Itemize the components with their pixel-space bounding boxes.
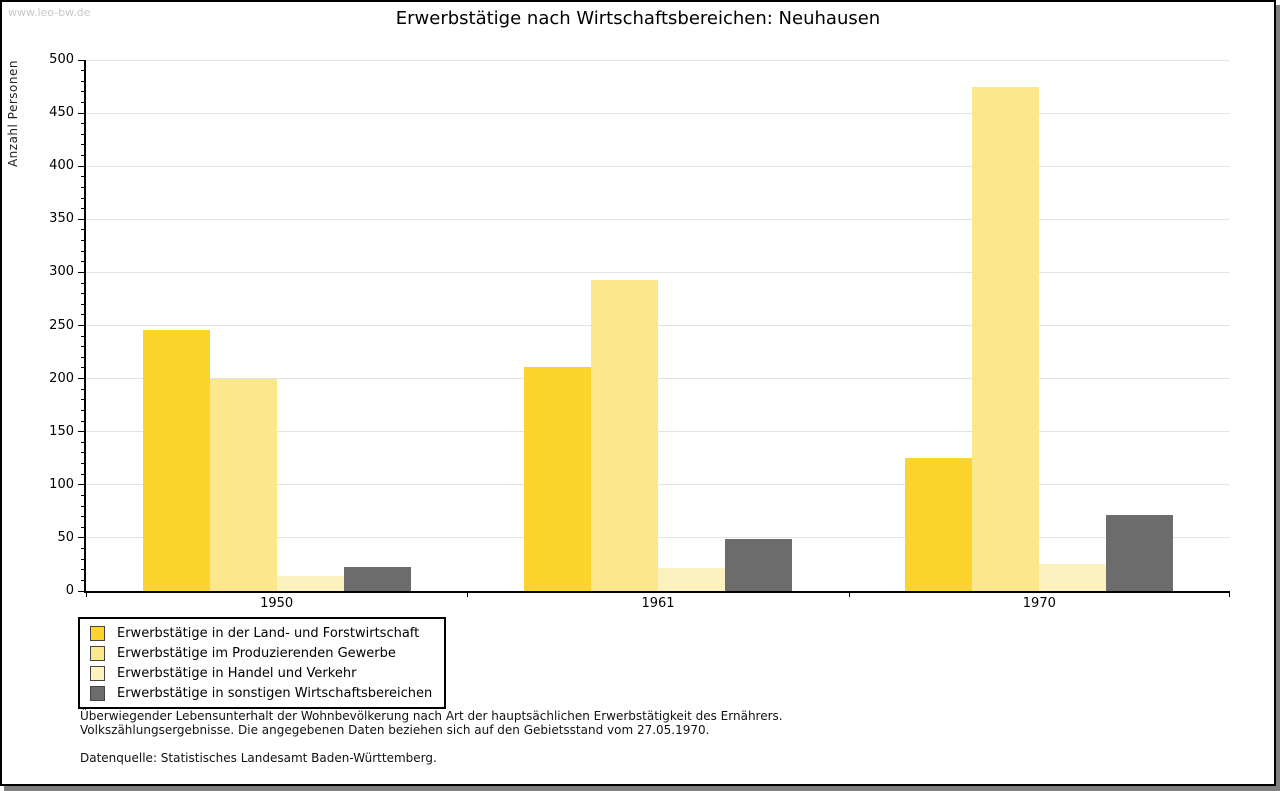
y-tick-label: 450 [49, 105, 74, 121]
y-axis-minor-tick [81, 240, 84, 241]
footnote-line-2: Volkszählungsergebnisse. Die angegebenen Daten beziehen sich auf den Gebietsstand vom 27.05.1970. [80, 723, 710, 737]
y-axis-minor-tick [81, 559, 84, 560]
y-axis-minor-tick [81, 548, 84, 549]
legend-swatch [90, 666, 105, 681]
gridline [86, 113, 1230, 114]
data-source: Datenquelle: Statistisches Landesamt Baden-Württemberg. [80, 751, 437, 765]
y-axis-tick [78, 166, 84, 167]
bar [143, 330, 210, 591]
x-axis-tick [86, 591, 87, 597]
y-axis-tick [78, 378, 84, 379]
gridline [86, 325, 1230, 326]
y-axis-minor-tick [81, 314, 84, 315]
y-axis-minor-tick [81, 452, 84, 453]
y-tick-label: 300 [49, 264, 74, 280]
y-axis-minor-tick [81, 293, 84, 294]
chart-title: Erwerbstätige nach Wirtschaftsbereichen: Neuhausen [395, 8, 881, 29]
x-tick-label: 1961 [641, 596, 675, 611]
legend-label: Erwerbstätige in sonstigen Wirtschaftsbereichen [117, 685, 433, 701]
legend-item [86, 623, 438, 643]
y-axis-minor-tick [81, 399, 84, 400]
y-axis-minor-tick [81, 516, 84, 517]
legend-item [86, 663, 438, 683]
y-axis-tick [78, 219, 84, 220]
y-tick-label: 150 [49, 423, 74, 439]
y-tick-label: 400 [49, 158, 74, 174]
y-tick-label: 50 [57, 529, 74, 545]
x-axis-tick [467, 591, 468, 597]
y-axis-minor-tick [81, 527, 84, 528]
gridline [86, 60, 1230, 61]
y-axis-minor-tick [81, 198, 84, 199]
bar [972, 87, 1039, 591]
y-axis-minor-tick [81, 346, 84, 347]
legend-item [86, 683, 438, 703]
y-axis-minor-tick [81, 463, 84, 464]
y-tick-label: 250 [49, 317, 74, 333]
y-axis-minor-tick [81, 357, 84, 358]
y-tick-label: 500 [49, 52, 74, 67]
y-axis-minor-tick [81, 367, 84, 368]
y-axis-minor-tick [81, 229, 84, 230]
y-axis-minor-tick [81, 208, 84, 209]
y-axis-minor-tick [81, 187, 84, 188]
y-axis-minor-tick [81, 81, 84, 82]
legend-swatch [90, 686, 105, 701]
bar [725, 539, 792, 591]
legend-label: Erwerbstätige in Handel und Verkehr [117, 665, 357, 681]
y-tick-label: 100 [49, 476, 74, 492]
y-axis-minor-tick [81, 261, 84, 262]
y-axis-minor-tick [81, 495, 84, 496]
plot-area [49, 52, 1230, 611]
bar [658, 568, 725, 591]
bar [591, 280, 658, 591]
watermark: www.leo-bw.de [8, 6, 91, 19]
y-axis-minor-tick [81, 251, 84, 252]
y-axis-tick [78, 591, 84, 592]
y-axis-minor-tick [81, 304, 84, 305]
footnote-line-1: Überwiegender Lebensunterhalt der Wohnbevölkerung nach Art der hauptsächlichen Erwerbstätigkeit des Ernährers. [80, 709, 783, 723]
bar [1039, 564, 1106, 591]
bar [524, 367, 591, 591]
y-axis-minor-tick [81, 134, 84, 135]
y-axis-minor-tick [81, 91, 84, 92]
legend-label: Erwerbstätige in der Land- und Forstwirtschaft [117, 625, 420, 641]
y-axis-minor-tick [81, 506, 84, 507]
y-axis-tick [78, 431, 84, 432]
y-axis-minor-tick [81, 144, 84, 145]
y-axis-minor-tick [81, 102, 84, 103]
x-tick-label: 1970 [1022, 596, 1056, 611]
bar [344, 567, 411, 591]
y-axis-minor-tick [81, 155, 84, 156]
y-axis-minor-tick [81, 580, 84, 581]
y-tick-label: 0 [65, 583, 74, 598]
gridline [86, 219, 1230, 220]
footnote [80, 709, 783, 765]
legend-box [78, 617, 446, 709]
y-axis-minor-tick [81, 410, 84, 411]
x-axis-tick [849, 591, 850, 597]
y-axis-title: Anzahl Personen [6, 60, 20, 168]
gridline [86, 272, 1230, 273]
y-axis-tick [78, 325, 84, 326]
y-axis-minor-tick [81, 176, 84, 177]
y-tick-label: 350 [49, 211, 74, 227]
legend-item [86, 643, 438, 663]
y-axis-minor-tick [81, 389, 84, 390]
y-axis-minor-tick [81, 336, 84, 337]
bar [1106, 515, 1173, 591]
y-axis-minor-tick [81, 569, 84, 570]
legend-label: Erwerbstätige im Produzierenden Gewerbe [117, 645, 396, 661]
bar [210, 379, 277, 591]
x-tick-label: 1950 [260, 596, 294, 611]
legend-swatch [90, 646, 105, 661]
y-tick-label: 200 [49, 370, 74, 386]
legend-swatch [90, 626, 105, 641]
x-axis-tick [1229, 591, 1230, 597]
y-axis-tick [78, 113, 84, 114]
y-axis-tick [78, 272, 84, 273]
y-axis-tick [78, 484, 84, 485]
y-axis-tick [78, 537, 84, 538]
y-axis-minor-tick [81, 442, 84, 443]
gridline [86, 166, 1230, 167]
y-axis-minor-tick [81, 70, 84, 71]
y-axis-tick [78, 60, 84, 61]
y-axis-minor-tick [81, 474, 84, 475]
y-axis-minor-tick [81, 283, 84, 284]
bar [277, 576, 344, 591]
y-axis-minor-tick [81, 123, 84, 124]
y-axis-minor-tick [81, 421, 84, 422]
bar [905, 458, 972, 591]
